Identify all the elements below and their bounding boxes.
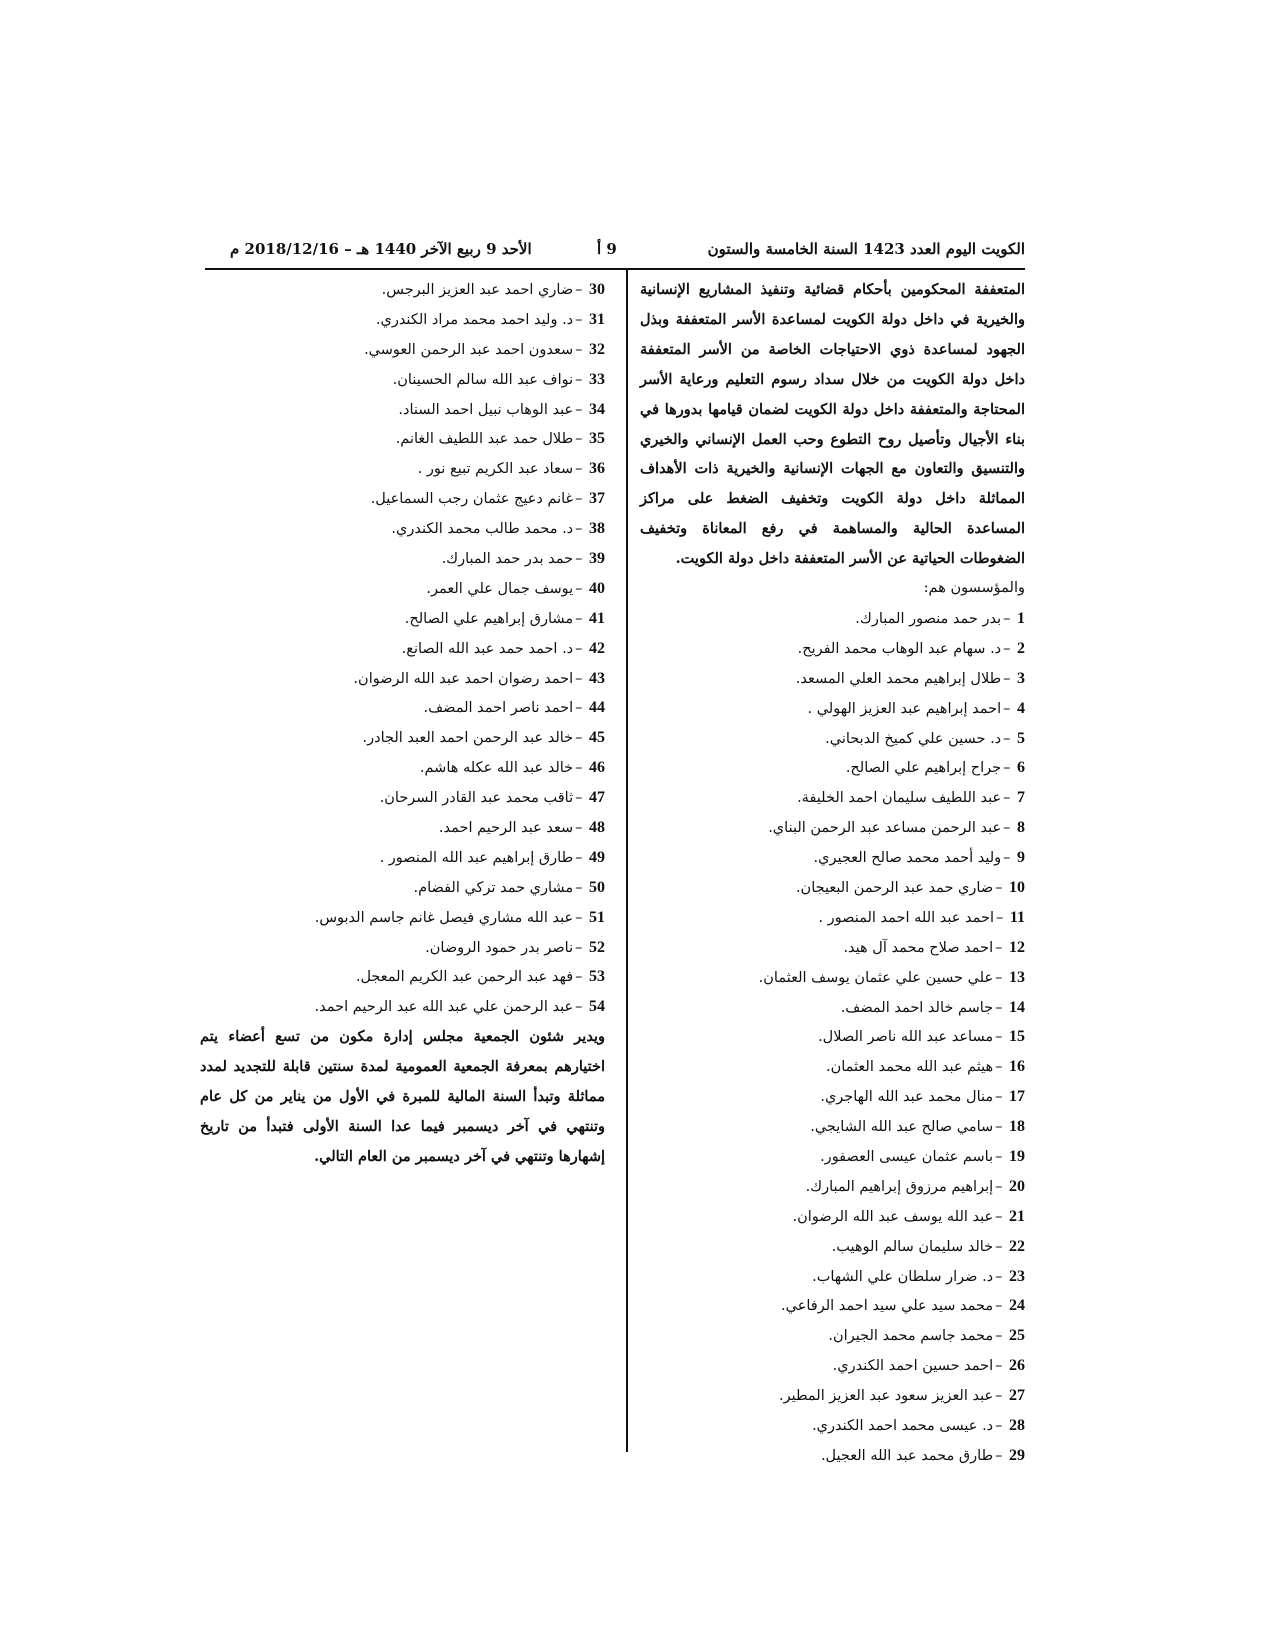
list-item bbox=[640, 933, 1025, 963]
item-dash: – bbox=[996, 909, 1008, 926]
item-name: احمد ناصر احمد المضف. bbox=[423, 700, 574, 717]
list-item bbox=[640, 1052, 1025, 1082]
item-dash: – bbox=[575, 401, 587, 418]
item-number: 33 bbox=[589, 370, 605, 388]
item-dash: – bbox=[575, 909, 587, 926]
item-number: 48 bbox=[589, 819, 605, 837]
list-item bbox=[640, 963, 1025, 993]
item-dash: – bbox=[995, 1418, 1007, 1435]
item-dash: – bbox=[575, 820, 587, 837]
list-item bbox=[640, 604, 1025, 634]
list-item bbox=[200, 574, 605, 604]
item-number: 51 bbox=[589, 908, 605, 926]
item-number: 30 bbox=[589, 281, 605, 298]
item-number: 45 bbox=[589, 729, 605, 747]
item-dash: – bbox=[575, 431, 587, 448]
list-item bbox=[640, 1142, 1025, 1172]
item-name: د. وليد احمد محمد مراد الكندري. bbox=[375, 311, 574, 328]
objectives-paragraph: المتعففة المحكومين بأحكام قضائية وتنفيذ المشاريع الإنسانية والخيرية في داخل دولة الكويت لمساعدة الأسر المتعففة وبذل الجهود لمساعدة ذوي الاحتياجات الخاصة من الأسر المتعففة داخل دولة الكويت من خلال سداد رسوم التعليم ورعاية الأسر المحتاجة والمتعففة داخل دولة الكويت لضمان قيامها بدورها في بناء الأجيال وتأصيل روح التطوع وحب العمل الإنساني والخيري والتنسيق والتعاون مع الجهات الإنسانية والخيرية ذات الأهداف المماثلة داخل دولة الكويت وتخفيف الضغط على مراكز المساعدة الحالية والمساهمة في رفع المعاناة وتخفيف الضغوطات الحياتية عن الأسر المتعففة داخل دولة الكويت. bbox=[640, 281, 1025, 568]
item-name: مساعد عبد الله ناصر الصلال. bbox=[818, 1029, 994, 1046]
item-number: 15 bbox=[1009, 1028, 1025, 1046]
item-name: احمد رضوان احمد عبد الله الرضوان. bbox=[353, 670, 574, 687]
item-number: 17 bbox=[1009, 1088, 1025, 1106]
list-item bbox=[200, 604, 605, 634]
item-dash: – bbox=[1003, 850, 1015, 867]
item-dash: – bbox=[575, 610, 587, 627]
item-dash: – bbox=[995, 1238, 1007, 1255]
item-dash: – bbox=[1003, 640, 1015, 657]
item-dash: – bbox=[995, 1358, 1007, 1375]
item-name: مشارق إبراهيم علي الصالح. bbox=[404, 610, 574, 627]
list-item bbox=[640, 1232, 1025, 1262]
header-page-number: 9 أ bbox=[597, 240, 617, 258]
item-name: ناصر بدر حمود الروضان. bbox=[425, 939, 574, 956]
item-name: سعدون احمد عبد الرحمن العوسي. bbox=[364, 341, 574, 358]
item-name: سعد عبد الرحيم احمد. bbox=[438, 820, 574, 837]
item-name: محمد جاسم محمد الجيران. bbox=[828, 1328, 994, 1345]
column-divider bbox=[626, 270, 628, 1452]
item-dash: – bbox=[575, 879, 587, 896]
list-item bbox=[640, 1291, 1025, 1321]
item-name: عبد الله مشاري فيصل غانم جاسم الدبوس. bbox=[314, 909, 574, 926]
item-dash: – bbox=[995, 1119, 1007, 1136]
item-name: إبراهيم مرزوق إبراهيم المبارك. bbox=[805, 1178, 994, 1195]
item-name: فهد عبد الرحمن عبد الكريم المعجل. bbox=[355, 969, 574, 986]
item-number: 23 bbox=[1009, 1267, 1025, 1285]
item-dash: – bbox=[1003, 730, 1015, 747]
item-number: 50 bbox=[589, 878, 605, 896]
item-dash: – bbox=[575, 282, 587, 298]
item-number: 3 bbox=[1017, 669, 1025, 687]
item-number: 38 bbox=[589, 520, 605, 538]
item-number: 31 bbox=[589, 310, 605, 328]
item-dash: – bbox=[995, 1388, 1007, 1405]
item-number: 7 bbox=[1017, 789, 1025, 807]
item-name: خالد عبد الرحمن احمد العبد الجادر. bbox=[362, 730, 574, 747]
item-dash: – bbox=[995, 1328, 1007, 1345]
list-item bbox=[200, 873, 605, 903]
item-number: 32 bbox=[589, 340, 605, 358]
item-name: د. سهام عبد الوهاب محمد الفريح. bbox=[797, 640, 1002, 657]
list-item bbox=[640, 1381, 1025, 1411]
item-number: 4 bbox=[1017, 699, 1025, 717]
item-dash: – bbox=[995, 1208, 1007, 1225]
list-item bbox=[640, 783, 1025, 813]
item-number: 22 bbox=[1009, 1237, 1025, 1255]
item-number: 21 bbox=[1009, 1207, 1025, 1225]
item-name: د. حسين علي كميخ الدبحاني. bbox=[825, 730, 1002, 747]
item-number: 29 bbox=[1009, 1446, 1025, 1464]
list-item bbox=[200, 693, 605, 723]
item-number: 41 bbox=[589, 609, 605, 627]
item-dash: – bbox=[575, 640, 587, 657]
list-item bbox=[200, 903, 605, 933]
list-item bbox=[640, 1172, 1025, 1202]
item-name: علي حسين علي عثمان يوسف العثمان. bbox=[758, 969, 994, 986]
item-number: 46 bbox=[589, 759, 605, 777]
list-item bbox=[640, 1411, 1025, 1441]
item-number: 1 bbox=[1017, 609, 1025, 627]
item-number: 42 bbox=[589, 639, 605, 657]
item-dash: – bbox=[995, 1089, 1007, 1106]
item-number: 53 bbox=[589, 968, 605, 986]
page-header bbox=[205, 240, 1025, 264]
list-item bbox=[640, 724, 1025, 754]
board-paragraph: ويدير شئون الجمعية مجلس إدارة مكون من تسع أعضاء يتم اختيارهم بمعرفة الجمعية العمومية لمدة سنتين قابلة للتجديد لمدد مماثلة وتبدأ السنة المالية للمبرة في الأول من يناير من كل عام وتنتهي في آخر ديسمبر فيما عدا السنة الأولى فتبدأ من تاريخ إشهارها وتنتهي في آخر ديسمبر من العام التالي. bbox=[200, 1028, 605, 1165]
list-item bbox=[200, 962, 605, 992]
item-number: 2 bbox=[1017, 639, 1025, 657]
item-name: طارق محمد عبد الله العجيل. bbox=[820, 1447, 994, 1464]
item-number: 10 bbox=[1009, 878, 1025, 896]
item-name: جاسم خالد احمد المضف. bbox=[840, 999, 994, 1016]
item-dash: – bbox=[575, 521, 587, 538]
list-item bbox=[640, 664, 1025, 694]
list-item bbox=[640, 1321, 1025, 1351]
item-dash: – bbox=[575, 939, 587, 956]
list-item bbox=[200, 813, 605, 843]
item-name: ثاقب محمد عبد القادر السرحان. bbox=[379, 790, 574, 807]
item-dash: – bbox=[575, 700, 587, 717]
list-item bbox=[200, 992, 605, 1022]
item-number: 5 bbox=[1017, 729, 1025, 747]
founders-list-left bbox=[200, 275, 605, 1022]
list-item bbox=[640, 1112, 1025, 1142]
item-name: احمد حسين احمد الكندري. bbox=[832, 1358, 994, 1375]
item-name: احمد صلاح محمد آل هيد. bbox=[843, 939, 994, 956]
item-dash: – bbox=[995, 1178, 1007, 1195]
item-dash: – bbox=[575, 969, 587, 986]
item-number: 34 bbox=[589, 400, 605, 418]
item-number: 6 bbox=[1017, 759, 1025, 777]
item-name: سعاد عبد الكريم تبيع نور . bbox=[417, 461, 574, 478]
list-item bbox=[640, 1441, 1025, 1471]
item-dash: – bbox=[1003, 760, 1015, 777]
list-item bbox=[640, 694, 1025, 724]
item-name: خالد سليمان سالم الوهيب. bbox=[831, 1238, 994, 1255]
item-dash: – bbox=[995, 1059, 1007, 1076]
item-name: د. احمد حمد عبد الله الصانع. bbox=[401, 640, 574, 657]
item-dash: – bbox=[1003, 610, 1015, 627]
item-number: 37 bbox=[589, 490, 605, 508]
list-item bbox=[640, 1022, 1025, 1052]
item-dash: – bbox=[575, 760, 587, 777]
founders-list-right bbox=[640, 604, 1025, 1471]
item-number: 43 bbox=[589, 669, 605, 687]
item-name: جراح إبراهيم علي الصالح. bbox=[845, 760, 1002, 777]
list-item bbox=[640, 1262, 1025, 1292]
item-dash: – bbox=[575, 999, 587, 1016]
item-number: 47 bbox=[589, 789, 605, 807]
item-dash: – bbox=[575, 849, 587, 866]
list-item bbox=[200, 275, 605, 305]
list-item bbox=[200, 395, 605, 425]
item-dash: – bbox=[575, 551, 587, 568]
item-dash: – bbox=[1003, 820, 1015, 837]
item-name: نواف عبد الله سالم الحسينان. bbox=[392, 371, 574, 388]
item-name: طلال حمد عبد اللطيف الغانم. bbox=[395, 431, 574, 448]
item-dash: – bbox=[995, 1149, 1007, 1165]
item-name: باسم عثمان عيسى العصفور. bbox=[820, 1149, 994, 1165]
item-number: 54 bbox=[589, 998, 605, 1016]
list-item bbox=[200, 484, 605, 514]
item-dash: – bbox=[575, 371, 587, 388]
item-dash: – bbox=[995, 1268, 1007, 1285]
item-name: حمد بدر حمد المبارك. bbox=[441, 551, 574, 568]
item-name: محمد سيد علي سيد احمد الرفاعي. bbox=[781, 1298, 994, 1315]
item-number: 12 bbox=[1009, 938, 1025, 956]
item-number: 9 bbox=[1017, 849, 1025, 867]
item-dash: – bbox=[1003, 790, 1015, 807]
founders-intro: والمؤسسون هم: bbox=[923, 580, 1025, 597]
item-name: احمد إبراهيم عبد العزيز الهولي . bbox=[807, 700, 1002, 717]
item-name: بدر حمد منصور المبارك. bbox=[855, 610, 1002, 627]
right-column bbox=[640, 275, 1025, 1471]
item-name: غانم دعيج عثمان رجب السماعيل. bbox=[370, 491, 574, 508]
item-dash: – bbox=[1003, 700, 1015, 717]
item-number: 40 bbox=[589, 579, 605, 597]
item-name: منال محمد عبد الله الهاجري. bbox=[820, 1089, 994, 1106]
item-dash: – bbox=[995, 969, 1007, 986]
header-rule bbox=[205, 268, 1025, 270]
item-name: ضاري حمد عبد الرحمن البعيجان. bbox=[795, 879, 994, 896]
item-number: 8 bbox=[1017, 819, 1025, 837]
item-name: د. محمد طالب محمد الكندري. bbox=[391, 521, 574, 538]
item-dash: – bbox=[995, 1447, 1007, 1464]
list-item bbox=[200, 783, 605, 813]
item-name: طارق إبراهيم عبد الله المنصور . bbox=[379, 849, 574, 866]
item-name: احمد عبد الله احمد المنصور . bbox=[818, 909, 995, 926]
list-item bbox=[640, 1351, 1025, 1381]
item-number: 16 bbox=[1009, 1058, 1025, 1076]
list-item bbox=[200, 365, 605, 395]
item-dash: – bbox=[995, 999, 1007, 1016]
item-dash: – bbox=[575, 790, 587, 807]
list-item bbox=[200, 664, 605, 694]
item-number: 11 bbox=[1009, 908, 1025, 926]
list-item bbox=[200, 514, 605, 544]
item-name: عبد العزيز سعود عبد العزيز المطير. bbox=[779, 1388, 994, 1405]
list-item bbox=[200, 424, 605, 454]
item-number: 13 bbox=[1009, 968, 1025, 986]
item-dash: – bbox=[575, 670, 587, 687]
item-name: ضاري احمد عبد العزيز البرجس. bbox=[381, 282, 574, 298]
item-number: 25 bbox=[1009, 1327, 1025, 1345]
list-item bbox=[640, 634, 1025, 664]
list-item bbox=[640, 873, 1025, 903]
list-item bbox=[200, 305, 605, 335]
list-item bbox=[200, 454, 605, 484]
item-number: 24 bbox=[1009, 1297, 1025, 1315]
list-item bbox=[640, 813, 1025, 843]
item-number: 44 bbox=[589, 699, 605, 717]
item-name: عبد الوهاب نبيل احمد السناد. bbox=[398, 401, 574, 418]
list-item bbox=[640, 843, 1025, 873]
item-dash: – bbox=[995, 939, 1007, 956]
item-dash: – bbox=[1003, 670, 1015, 687]
item-name: سامي صالح عبد الله الشايجي. bbox=[810, 1119, 994, 1136]
list-item bbox=[640, 993, 1025, 1023]
item-name: خالد عبد الله عكله هاشم. bbox=[419, 760, 574, 777]
item-dash: – bbox=[575, 341, 587, 358]
item-dash: – bbox=[575, 580, 587, 597]
item-number: 35 bbox=[589, 430, 605, 448]
item-dash: – bbox=[575, 730, 587, 747]
list-item bbox=[200, 544, 605, 574]
item-name: د. ضرار سلطان علي الشهاب. bbox=[812, 1268, 994, 1285]
list-item bbox=[640, 753, 1025, 783]
item-name: عبد اللطيف سليمان احمد الخليفة. bbox=[797, 790, 1002, 807]
item-number: 18 bbox=[1009, 1118, 1025, 1136]
item-dash: – bbox=[575, 311, 587, 328]
item-number: 26 bbox=[1009, 1357, 1025, 1375]
item-number: 27 bbox=[1009, 1387, 1025, 1405]
list-item bbox=[640, 903, 1025, 933]
item-dash: – bbox=[575, 491, 587, 508]
item-dash: – bbox=[995, 1298, 1007, 1315]
item-number: 36 bbox=[589, 460, 605, 478]
list-item bbox=[200, 634, 605, 664]
item-dash: – bbox=[995, 1029, 1007, 1046]
list-item bbox=[200, 843, 605, 873]
header-date: الأحد 9 ربيع الآخر 1440 هـ – 2018/12/16 م bbox=[230, 240, 532, 258]
item-number: 28 bbox=[1009, 1417, 1025, 1435]
list-item bbox=[200, 723, 605, 753]
item-name: يوسف جمال علي العمر. bbox=[426, 580, 574, 597]
item-name: وليد أحمد محمد صالح العجيري. bbox=[813, 850, 1002, 867]
list-item bbox=[640, 1082, 1025, 1112]
item-name: عبد الله يوسف عبد الله الرضوان. bbox=[792, 1208, 994, 1225]
item-dash: – bbox=[575, 461, 587, 478]
item-number: 52 bbox=[589, 938, 605, 956]
item-number: 20 bbox=[1009, 1177, 1025, 1195]
item-number: 49 bbox=[589, 848, 605, 866]
item-dash: – bbox=[995, 879, 1007, 896]
item-number: 14 bbox=[1009, 998, 1025, 1016]
item-name: عبد الرحمن علي عبد الله عبد الرحيم احمد. bbox=[314, 999, 574, 1016]
left-column bbox=[200, 275, 605, 1172]
list-item bbox=[200, 753, 605, 783]
item-number: 39 bbox=[589, 550, 605, 568]
item-name: مشاري حمد تركي الفضام. bbox=[413, 879, 574, 896]
item-name: عبد الرحمن مساعد عبد الرحمن البناي. bbox=[768, 820, 1002, 837]
list-item bbox=[200, 933, 605, 963]
header-issue-info: الكويت اليوم العدد 1423 السنة الخامسة والستون bbox=[707, 240, 1025, 258]
item-number: 19 bbox=[1009, 1148, 1025, 1165]
item-name: د. عيسى محمد احمد الكندري. bbox=[812, 1418, 994, 1435]
list-item bbox=[200, 335, 605, 365]
item-name: هيثم عبد الله محمد العثمان. bbox=[826, 1059, 994, 1076]
item-name: طلال إبراهيم محمد العلي المسعد. bbox=[795, 670, 1002, 687]
list-item bbox=[640, 1202, 1025, 1232]
